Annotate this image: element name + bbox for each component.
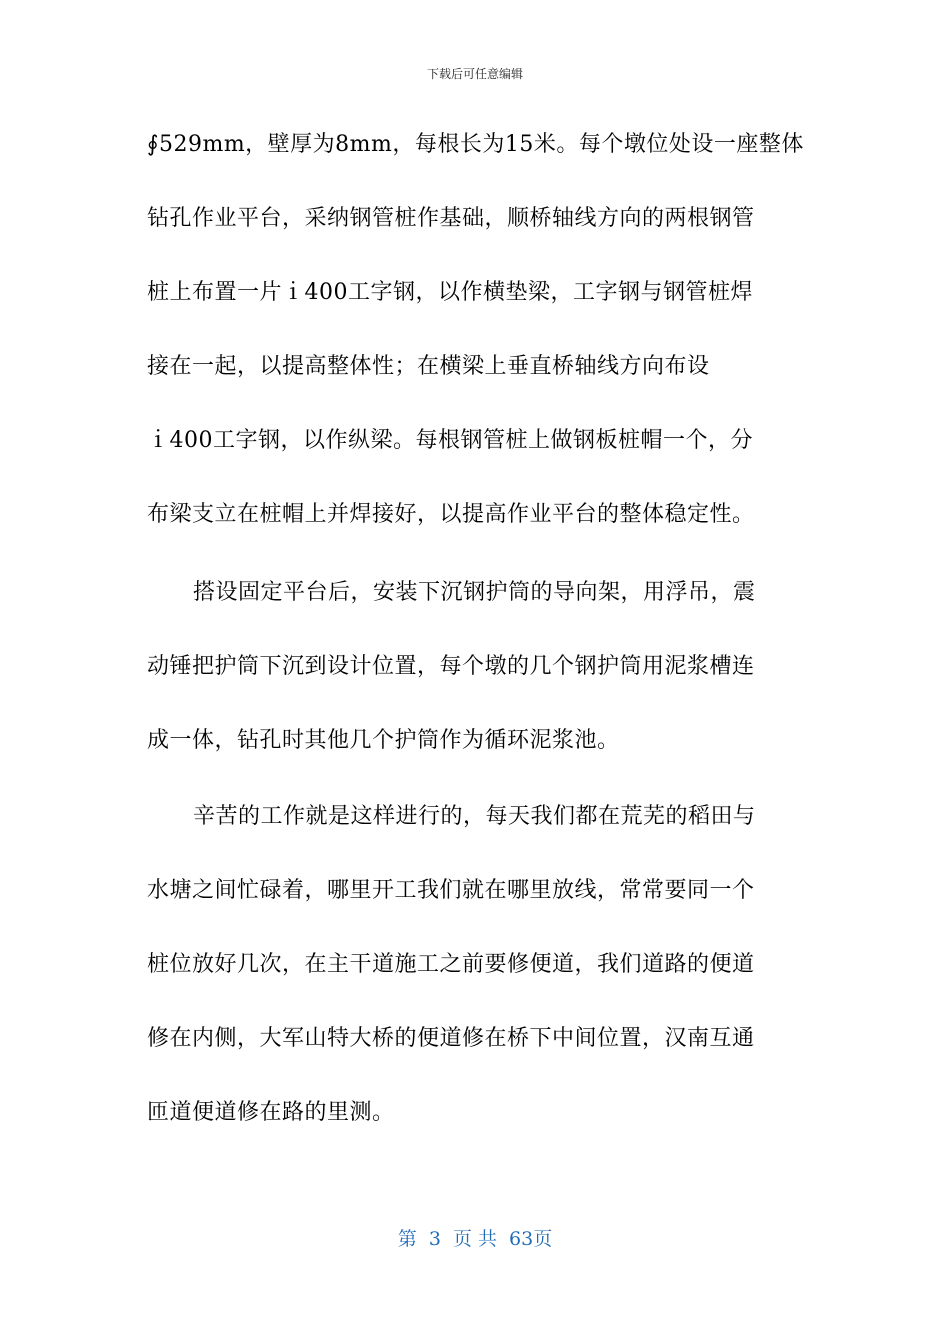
page-header — [0, 66, 950, 82]
body-line: 布梁支立在桩帽上并焊接好，以提高作业平台的整体稳定性。 — [147, 502, 755, 527]
body-line: 修在内侧，大军山特大桥的便道修在桥下中间位置，汉南互通 — [147, 1026, 755, 1051]
body-line: ∮529mm，壁厚为8mm，每根长为15米。每个墩位处设一座整体 — [147, 132, 804, 157]
body-line: 动锤把护筒下沉到设计位置，每个墩的几个钢护筒用泥浆槽连 — [147, 654, 755, 679]
paragraph-start-line: 辛苦的工作就是这样进行的，每天我们都在荒芜的稻田与 — [193, 804, 756, 829]
body-line: 成一体，钻孔时其他几个护筒作为循环泥浆池。 — [147, 728, 620, 753]
body-line: 水塘之间忙碌着，哪里开工我们就在哪里放线，常常要同一个 — [147, 878, 755, 903]
header-text: 下载后可任意编辑 — [426, 67, 523, 81]
footer-prefix: 第 — [397, 1228, 417, 1250]
body-line: 桩上布置一片ｉ400工字钢，以作横垫梁，工字钢与钢管桩焊 — [147, 280, 753, 305]
footer-middle: 页 共 — [452, 1228, 497, 1250]
footer-total-pages: 63页 — [509, 1228, 553, 1250]
body-line: 匝道便道修在路的里测。 — [147, 1100, 395, 1125]
body-line: ｉ400工字钢，以作纵梁。每根钢管桩上做钢板桩帽一个，分 — [147, 428, 753, 453]
footer-page-number: 3 — [428, 1228, 441, 1250]
paragraph-start-line: 搭设固定平台后，安装下沉钢护筒的导向架，用浮吊，震 — [193, 580, 756, 605]
body-line: 接在一起，以提高整体性；在横梁上垂直桥轴线方向布设 — [147, 354, 710, 379]
body-line: 桩位放好几次，在主干道施工之前要修便道，我们道路的便道 — [147, 952, 755, 977]
page-footer — [0, 1226, 950, 1252]
body-line: 钻孔作业平台，采纳钢管桩作基础，顺桥轴线方向的两根钢管 — [147, 206, 755, 231]
